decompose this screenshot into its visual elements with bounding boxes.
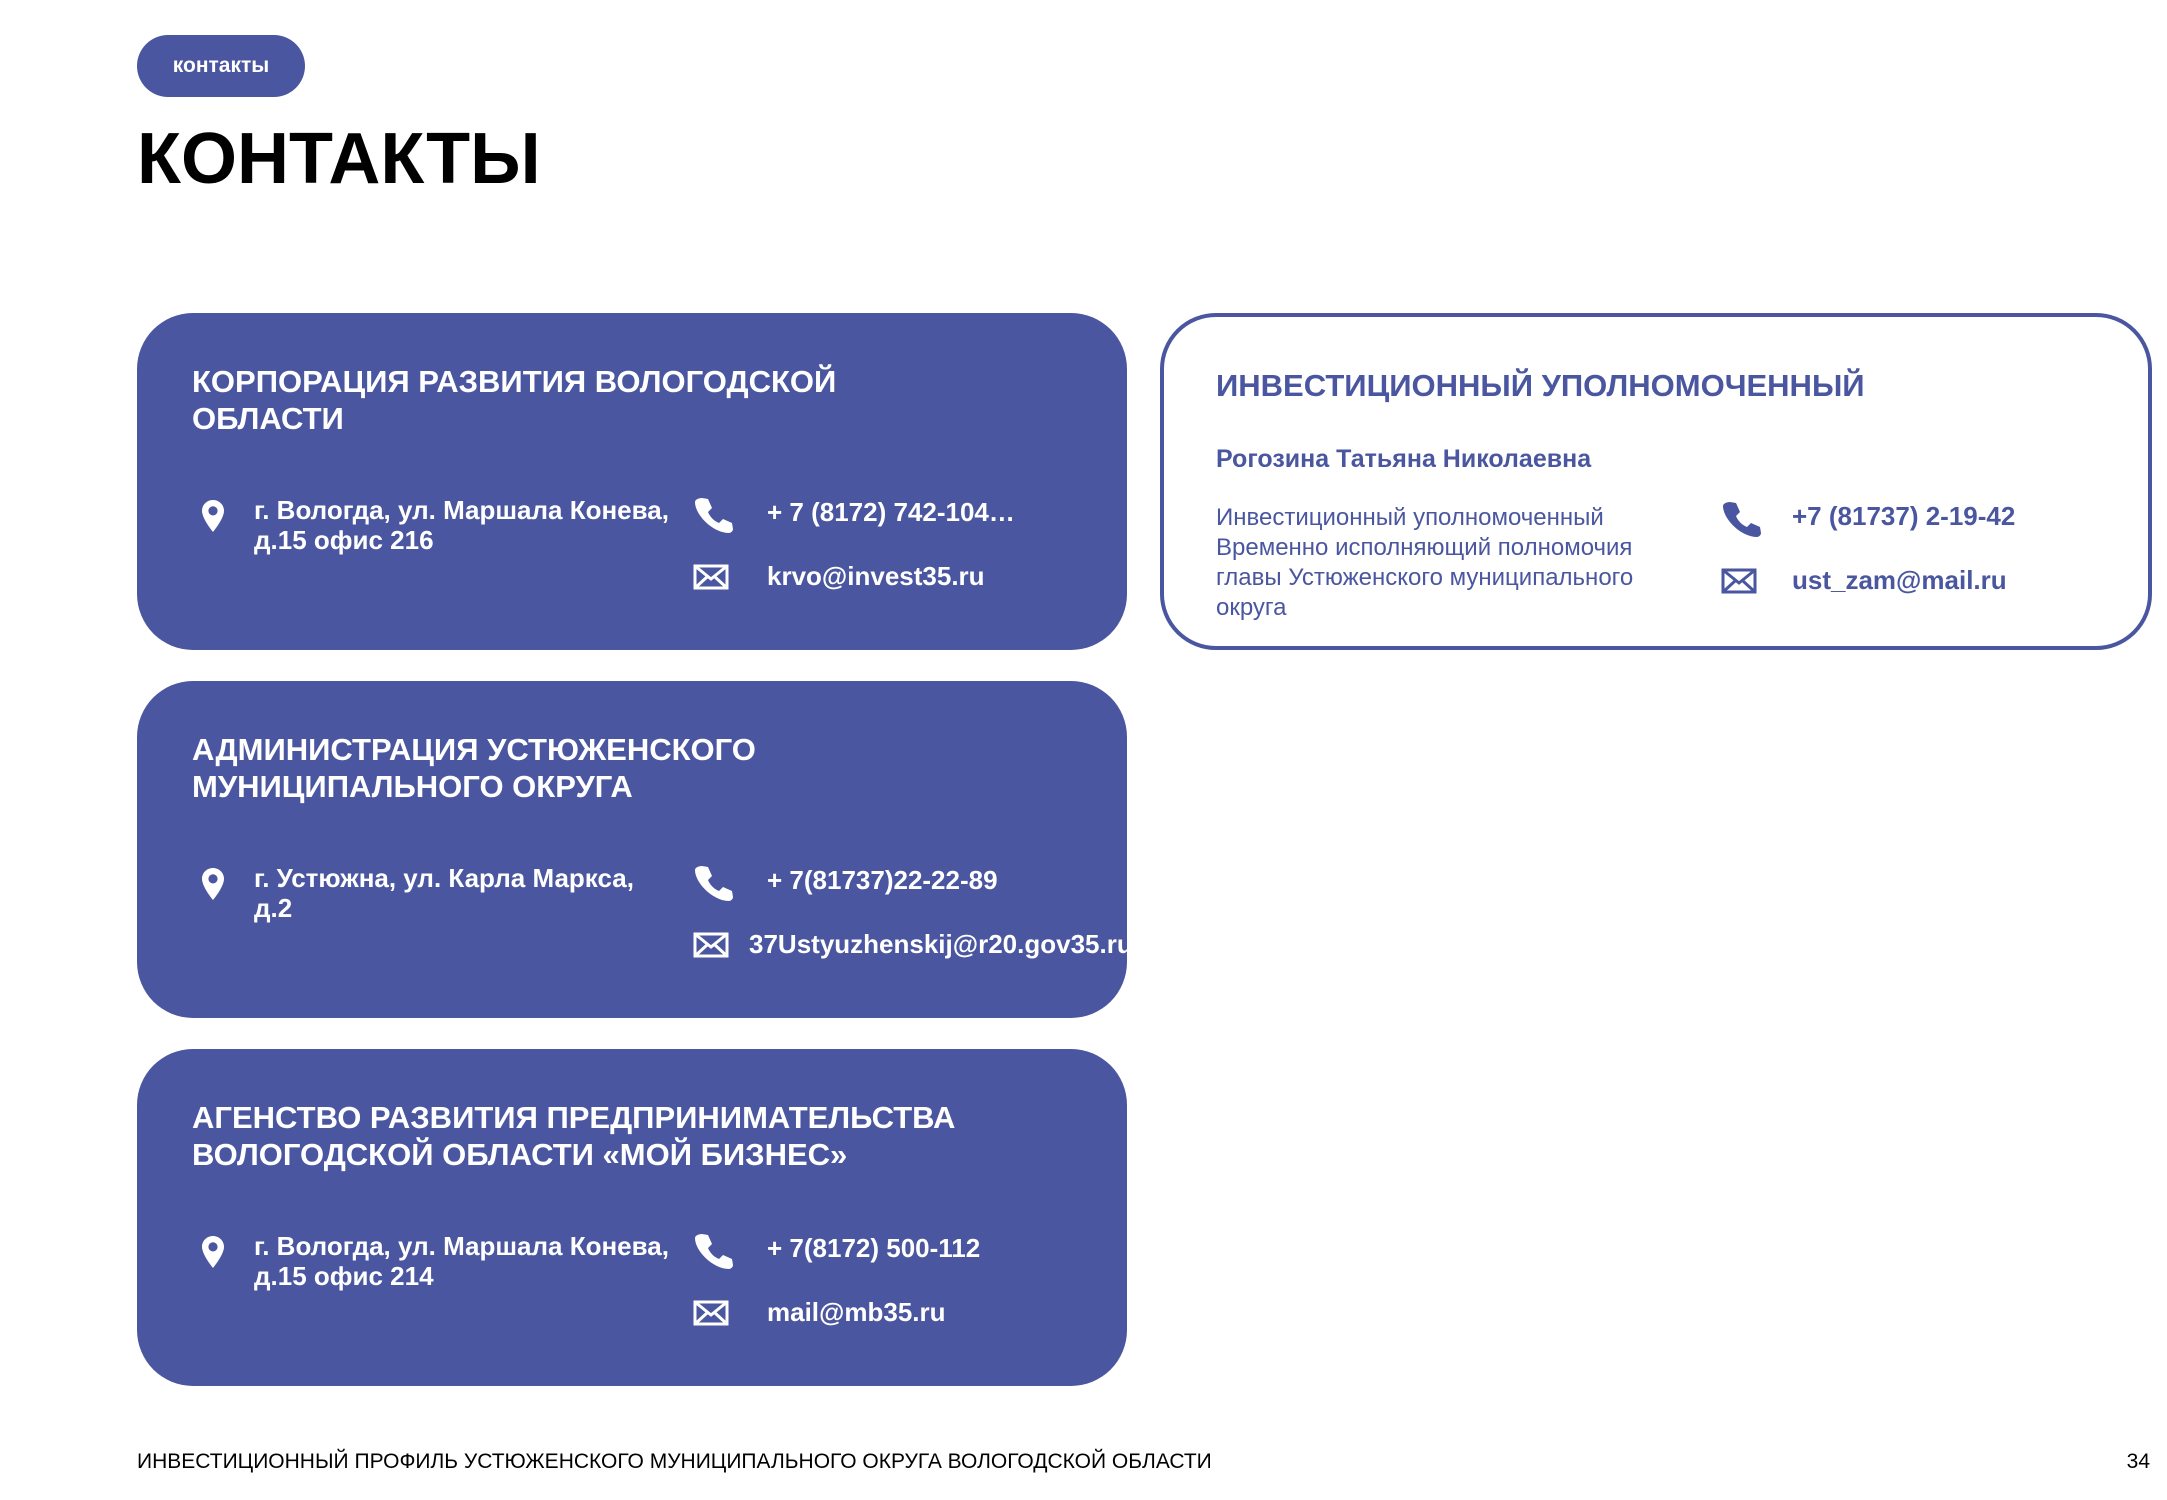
phone-icon [693, 863, 733, 903]
page-number: 34 [2126, 1450, 2150, 1473]
phone-text[interactable]: +7 (81737) 2-19-42 [1792, 501, 2016, 531]
envelope-icon [693, 932, 729, 958]
card-title: АГЕНСТВО РАЗВИТИЯ ПРЕДПРИНИМАТЕЛЬСТВА ВОЛОГОДСКОЙ ОБЛАСТИ «МОЙ БИЗНЕС» [192, 1100, 956, 1172]
location-pin-icon [200, 1235, 226, 1269]
contact-card-investment-commissioner [1160, 313, 2152, 650]
envelope-icon [693, 1300, 729, 1326]
envelope-icon [1721, 568, 1757, 594]
commissioner-name: Рогозина Татьяна Николаевна [1216, 445, 1592, 473]
contact-card-corporation [137, 313, 1127, 650]
section-pill: контакты [137, 35, 305, 97]
contact-card-my-business [137, 1049, 1127, 1386]
location-pin-icon [200, 867, 226, 901]
footer-text: ИНВЕСТИЦИОННЫЙ ПРОФИЛЬ УСТЮЖЕНСКОГО МУНИЦИПАЛЬНОГО ОКРУГА ВОЛОГОДСКОЙ ОБЛАСТИ [137, 1450, 1212, 1473]
phone-icon [693, 1231, 733, 1271]
card-title: ИНВЕСТИЦИОННЫЙ УПОЛНОМОЧЕННЫЙ [1216, 368, 1865, 403]
commissioner-description: Инвестиционный уполномоченный Временно исполняющий полномочия главы Устюженского муниципального округа [1216, 504, 1634, 621]
phone-text[interactable]: + 7(81737)22-22-89 [767, 865, 998, 895]
phone-icon [693, 495, 733, 535]
phone-text[interactable]: + 7 (8172) 742-104… [767, 497, 1015, 527]
location-pin-icon [200, 499, 226, 533]
email-link[interactable]: krvo@invest35.ru [767, 561, 985, 591]
email-link[interactable]: mail@mb35.ru [767, 1297, 946, 1327]
email-link[interactable]: 37Ustyuzhenskij@r20.gov35.ru [749, 929, 1133, 959]
address-text: г. Вологда, ул. Маршала Конева, д.15 офис 216 [254, 495, 669, 555]
envelope-icon [693, 564, 729, 590]
address-text: г. Вологда, ул. Маршала Конева, д.15 офис 214 [254, 1231, 669, 1291]
phone-text[interactable]: + 7(8172) 500-112 [767, 1233, 981, 1263]
card-title: АДМИНИСТРАЦИЯ УСТЮЖЕНСКОГО МУНИЦИПАЛЬНОГО ОКРУГА [192, 732, 756, 804]
contact-card-administration [137, 681, 1133, 1018]
email-link[interactable]: ust_zam@mail.ru [1792, 565, 2007, 595]
page-title: КОНТАКТЫ [137, 119, 541, 199]
card-title: КОРПОРАЦИЯ РАЗВИТИЯ ВОЛОГОДСКОЙ ОБЛАСТИ [192, 364, 837, 436]
phone-icon [1721, 499, 1761, 539]
address-text: г. Устюжна, ул. Карла Маркса, д.2 [254, 863, 634, 923]
